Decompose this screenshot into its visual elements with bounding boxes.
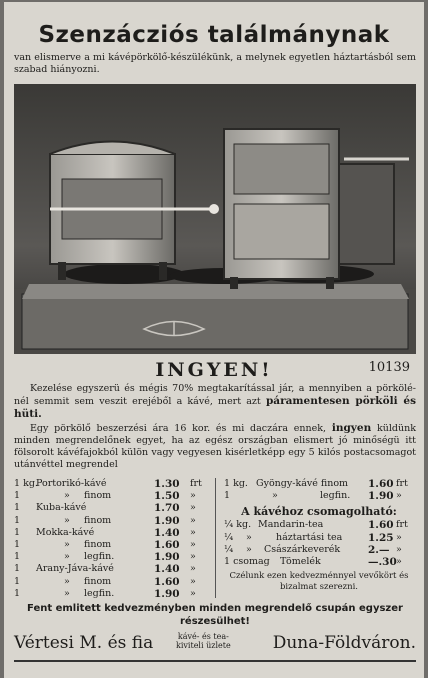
- ditto-mark: »: [246, 543, 252, 555]
- price-row: [14, 502, 212, 514]
- item-name: Mokka-kávé: [36, 526, 95, 538]
- qty: 1: [14, 551, 21, 563]
- qty: 1: [224, 490, 231, 502]
- packaging-row: [220, 544, 418, 556]
- business-line-1: kávé- és tea-: [177, 632, 229, 641]
- bottom-rule: [14, 660, 416, 662]
- item-name: Kuba-kávé: [36, 502, 87, 514]
- price: 1.60: [368, 519, 394, 532]
- item-name: finom: [84, 575, 112, 587]
- column-divider: [215, 478, 216, 598]
- qty: 1: [14, 538, 21, 550]
- price-row: [14, 551, 212, 563]
- unit: »: [190, 490, 196, 502]
- qty: 1 csomag: [224, 555, 270, 567]
- price: 1.40: [154, 526, 180, 539]
- price-row: [14, 527, 212, 539]
- price: 1.60: [154, 575, 180, 588]
- packaging-row: [220, 519, 418, 531]
- price: 1.25: [368, 531, 394, 544]
- item-name: Portorikó-kávé: [36, 478, 107, 489]
- price: 1.50: [154, 490, 180, 503]
- unit: »: [190, 563, 196, 575]
- paragraph-1-emphasis: páramentesen pörköli és hüti.: [14, 395, 416, 421]
- packaging-row: [220, 556, 418, 568]
- paragraph-2-emphasis: ingyen: [331, 421, 372, 434]
- unit: »: [396, 490, 402, 502]
- unit: »: [396, 555, 402, 567]
- coffee-price-list: [14, 478, 212, 600]
- unit: »: [190, 502, 196, 514]
- price-row: [14, 576, 212, 588]
- price-row: [14, 539, 212, 551]
- qty: 1: [14, 587, 21, 599]
- unit: »: [190, 526, 196, 538]
- ditto-mark: »: [64, 538, 70, 550]
- qty: 1: [14, 514, 21, 526]
- price: 1.60: [154, 538, 180, 551]
- item-name: finom: [84, 490, 112, 502]
- unit: frt: [396, 478, 408, 489]
- right-price-list: [220, 478, 418, 593]
- unit: »: [190, 575, 196, 587]
- qty: ¼: [224, 543, 234, 555]
- headline-free: INGYEN!: [155, 359, 273, 381]
- footer-note: Fent emlitett kedvezményben minden megrendelő csupán egyszer részesülhet!: [27, 603, 403, 627]
- reference-number: 10139: [368, 360, 410, 375]
- unit: »: [190, 514, 196, 526]
- unit: frt: [396, 519, 408, 531]
- item-name: Császárkeverék: [264, 543, 341, 555]
- ditto-mark: »: [64, 551, 70, 563]
- price-row: [14, 563, 212, 575]
- ditto-mark: »: [272, 490, 278, 502]
- coffee-roaster-photo: [14, 84, 416, 354]
- unit: frt: [190, 478, 202, 489]
- item-name: háztartási tea: [276, 531, 343, 543]
- ad-body-text: [14, 383, 416, 471]
- ad-subtitle: van elismerve a mi kávépörkölő-készülékünk, a melynek egyetlen háztartásból sem szabad hiányozni.: [14, 52, 416, 75]
- advertisement-page: [4, 2, 424, 678]
- packaging-note: Czélunk ezen kedvezménnyel vevőkört és bizalmat szerezni.: [229, 571, 409, 593]
- item-name: finom: [84, 514, 112, 526]
- business-type: [176, 632, 231, 650]
- paragraph-2: Egy pörkölő beszerzési ára 16 kor. és mi daczára ennek,: [30, 422, 332, 434]
- price-row: [220, 490, 418, 502]
- company-name: Vértesi M. és fia: [14, 633, 154, 653]
- ditto-mark: »: [64, 514, 70, 526]
- price: 1.90: [154, 587, 180, 600]
- company-town: Duna-Földváron.: [272, 633, 416, 653]
- price: 1.30: [154, 478, 180, 490]
- item-name: Mandarin-tea: [258, 519, 324, 531]
- price: 1.90: [368, 490, 394, 503]
- qty: 1: [14, 526, 21, 538]
- paragraph-1: Kezelése egyszerü és mégis 70% megtakarítással jár, a mennyiben a pörkölé-nél semmit sem veszit erejéből a kávé, mert azt: [14, 383, 416, 408]
- item-name: finom: [84, 538, 112, 550]
- unit: »: [190, 538, 196, 550]
- unit: »: [396, 543, 402, 555]
- price: 2.—: [368, 543, 390, 556]
- ditto-mark: »: [64, 587, 70, 599]
- price: 1.90: [154, 514, 180, 527]
- price: 1.90: [154, 551, 180, 564]
- price: —.30: [368, 555, 397, 568]
- item-name: Tömelék: [280, 555, 321, 567]
- item-name: Gyöngy-kávé finom: [256, 478, 349, 489]
- packaging-title: A kávéhoz csomagolható:: [241, 505, 397, 519]
- ditto-mark: »: [64, 575, 70, 587]
- unit: »: [190, 551, 196, 563]
- price-row: [14, 515, 212, 527]
- price-row: [14, 490, 212, 502]
- ditto-mark: »: [246, 531, 252, 543]
- unit: »: [190, 587, 196, 599]
- company-signature: [14, 630, 416, 656]
- qty: 1 kg.: [224, 478, 248, 489]
- packaging-row: [220, 532, 418, 544]
- qty: 1: [14, 502, 21, 514]
- qty: 1: [14, 563, 21, 575]
- item-name: legfin.: [84, 551, 115, 563]
- qty: 1 kg.: [14, 478, 38, 489]
- item-name: legfin.: [84, 587, 115, 599]
- paragraph-2-cont: küldünk minden megrendelőnek egyet, ha az egész országban elismert jó minőségü itt fölsorolt kávéfajokból külön vagy vegyesen kisérletképp egy 5 kilós postacsomagot utánvéttel megrendel: [14, 422, 416, 471]
- price: 1.60: [368, 478, 394, 490]
- qty: 1: [14, 490, 21, 502]
- ad-title: Szenzácziós találmánynak: [38, 22, 390, 48]
- qty: ¼ kg.: [224, 519, 252, 531]
- price: 1.40: [154, 563, 180, 576]
- price: 1.70: [154, 502, 180, 515]
- unit: »: [396, 531, 402, 543]
- business-line-2: kiviteli üzlete: [176, 641, 231, 650]
- price-row: [14, 588, 212, 600]
- qty: 1: [14, 575, 21, 587]
- ditto-mark: »: [64, 490, 70, 502]
- price-row: [14, 478, 212, 490]
- item-name: Arany-Jáva-kávé: [36, 563, 114, 575]
- item-name: legfin.: [320, 490, 351, 502]
- qty: ¼: [224, 531, 234, 543]
- price-row: [220, 478, 418, 490]
